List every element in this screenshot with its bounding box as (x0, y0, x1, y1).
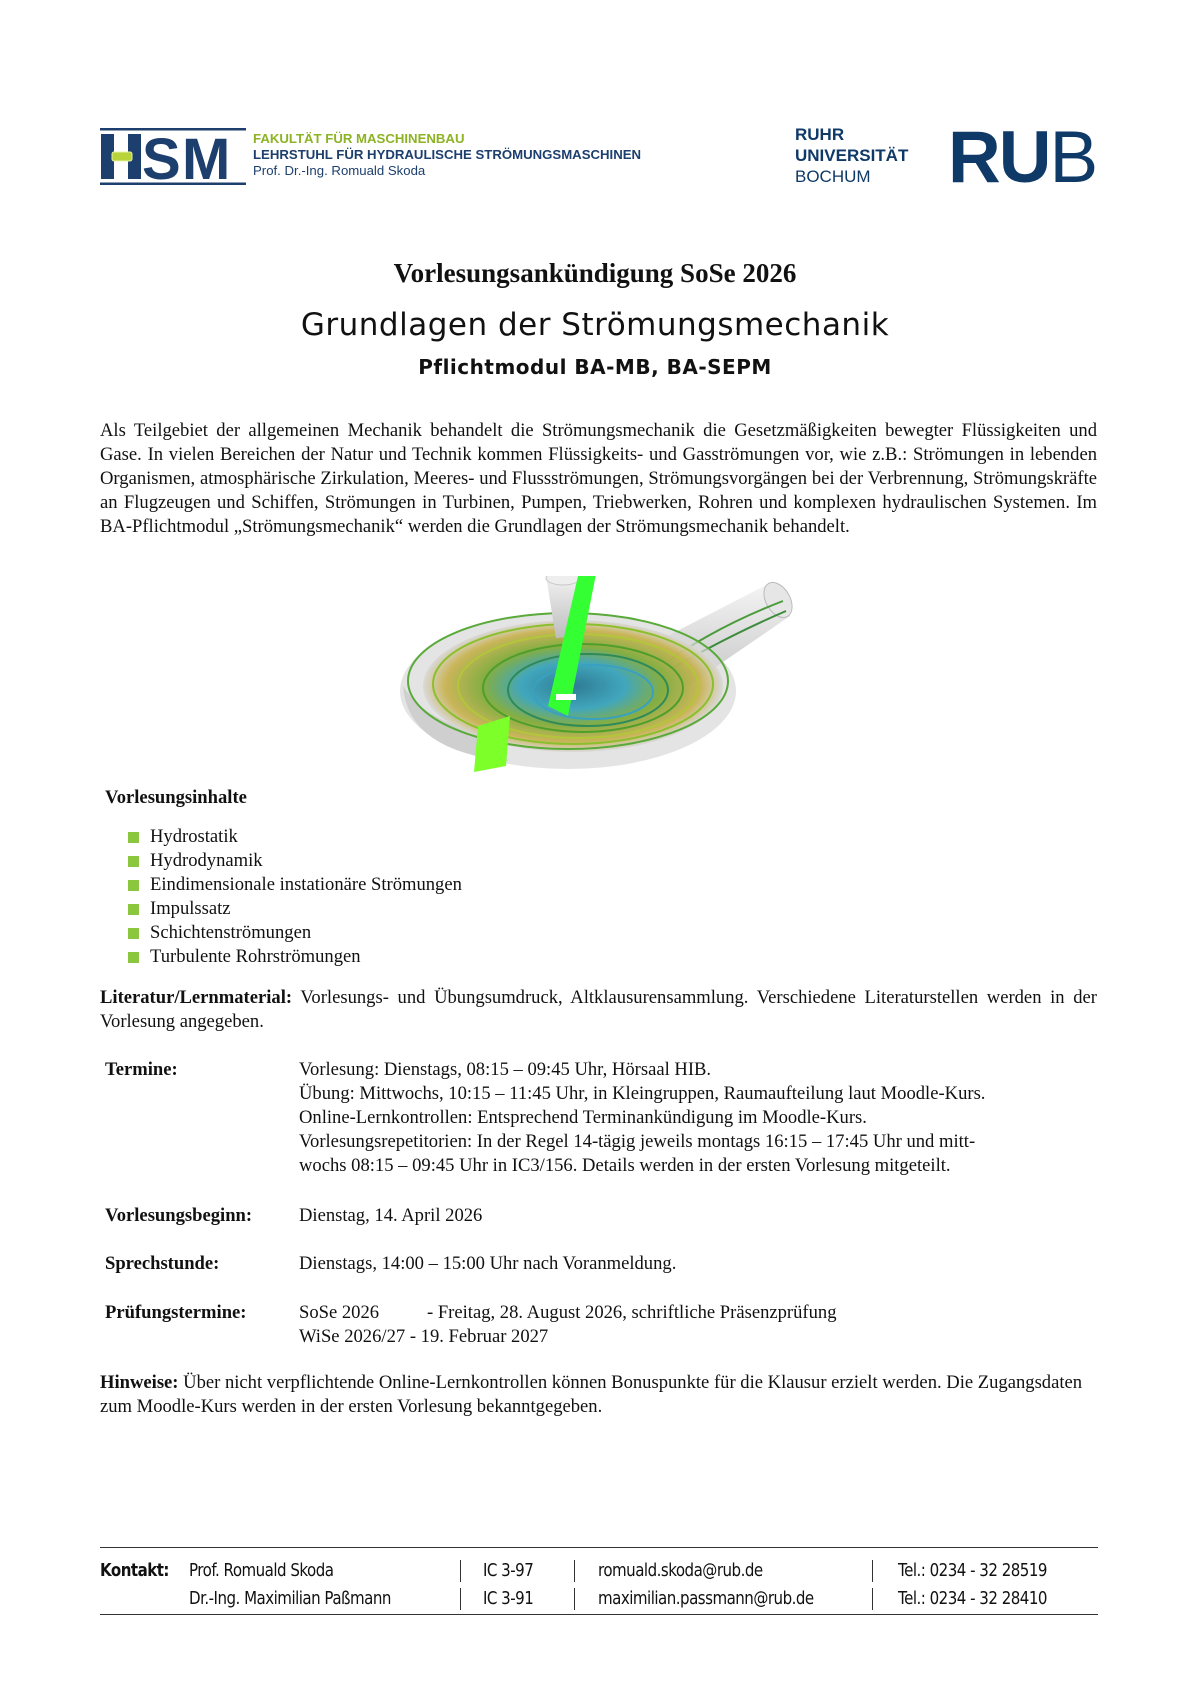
contents-list (128, 825, 462, 969)
beginn-label: Vorlesungsbeginn: (105, 1205, 253, 1226)
contact-room: IC 3-97 (483, 1561, 534, 1581)
hsm-department-text (253, 131, 641, 179)
footer-rule-top (100, 1547, 1098, 1548)
pruefung-label: Prüfungstermine: (105, 1302, 247, 1323)
list-item (128, 897, 462, 921)
university-line-3: BOCHUM (795, 167, 871, 186)
contact-name: Dr.-Ing. Maximilian Paßmann (189, 1589, 391, 1609)
pruefung-value (299, 1301, 1099, 1349)
exam-date: - 19. Februar 2027 (409, 1326, 549, 1347)
list-item-text: Hydrostatik (150, 826, 238, 847)
footer-rule-bottom (100, 1614, 1098, 1615)
separator (872, 1560, 873, 1582)
exam-term: WiSe 2026/27 (299, 1326, 406, 1347)
university-line-2: UNIVERSITÄT (795, 146, 909, 165)
list-item (128, 873, 462, 897)
list-item (128, 825, 462, 849)
hsm-logo (100, 128, 246, 185)
sprechstunde-label: Sprechstunde: (105, 1253, 220, 1274)
module-subtitle: Pflichtmodul BA-MB, BA-SEPM (418, 355, 772, 379)
square-bullet-icon (128, 880, 139, 891)
contact-email-link[interactable]: maximilian.passmann@rub.de (598, 1589, 814, 1609)
exam-date: - Freitag, 28. August 2026, schriftliche Präsenzprüfung (427, 1302, 837, 1323)
professor-name: Prof. Dr.-Ing. Romuald Skoda (253, 163, 426, 178)
cfd-figure (398, 576, 796, 776)
rub-logo-bold: RU (948, 117, 1050, 198)
separator (460, 1560, 461, 1582)
course-title: Grundlagen der Strömungsmechanik (300, 307, 890, 343)
square-bullet-icon (128, 832, 139, 843)
notes-label: Hinweise: (100, 1372, 179, 1393)
intro-paragraph: Als Teilgebiet der allgemeinen Mechanik behandelt die Strömungsmechanik die Gesetzmäßigkeiten bewegter Flüssigkeiten und Gase. In vielen Bereichen der Natur und Technik kommen Flüssigkeits- und Gasströmungen vor, wie z.B.: Strömungen in lebenden Organismen, atmosphärische Zirkulation, Meeres- und Flussströmungen, Strömungsvorgängen bei der Verbrennung, Strömungskräfte an Flugzeugen und Schiffen, Strömungen in Turbinen, Pumpen, Triebwerken, Rohren und komplexen hydraulischen Systemen. Im BA-Pflichtmodul „Strömungsmechanik“ werden die Grundlagen der Strömungsmechanik behandelt. (100, 420, 1097, 537)
rub-logo-thin: B (1049, 117, 1097, 198)
termin-line: Vorlesung: Dienstags, 08:15 – 09:45 Uhr, Hörsaal HIB. (299, 1059, 712, 1080)
contact-phone: Tel.: 0234 - 32 28410 (898, 1589, 1047, 1609)
termin-line: wochs 08:15 – 09:45 Uhr in IC3/156. Details werden in der ersten Vorlesung mitgeteilt. (299, 1155, 951, 1176)
separator (574, 1560, 575, 1582)
termin-line: Vorlesungsrepetitorien: In der Regel 14-tägig jeweils montags 16:15 – 17:45 Uhr und mitt- (299, 1131, 976, 1152)
list-item (128, 921, 462, 945)
chair-name: LEHRSTUHL FÜR HYDRAULISCHE STRÖMUNGSMASCHINEN (253, 147, 642, 162)
announcement-title: Vorlesungsankündigung SoSe 2026 (393, 258, 797, 288)
termine-value (299, 1058, 1099, 1178)
contact-label: Kontakt: (100, 1561, 169, 1581)
separator (460, 1588, 461, 1610)
university-name (795, 124, 908, 187)
contact-name: Prof. Romuald Skoda (189, 1561, 334, 1581)
list-item (128, 849, 462, 873)
termin-line: Übung: Mittwochs, 10:15 – 11:45 Uhr, in Kleingruppen, Raumaufteilung laut Moodle-Kurs. (299, 1083, 986, 1104)
exam-row (299, 1325, 1099, 1349)
notes-text: Über nicht verpflichtende Online-Lernkontrollen können Bonuspunkte für die Klausur erzielt werden. Die Zugangsdaten zum Moodle-Kurs werden in der ersten Vorlesung bekanntgegeben. (100, 1372, 1083, 1417)
square-bullet-icon (128, 928, 139, 939)
list-item-text: Turbulente Rohrströmungen (150, 946, 361, 967)
contact-room: IC 3-91 (483, 1589, 534, 1609)
contents-heading: Vorlesungsinhalte (105, 787, 247, 808)
termine-label: Termine: (105, 1059, 178, 1080)
rub-logo (948, 117, 1097, 198)
sprechstunde-value: Dienstags, 14:00 – 15:00 Uhr nach Voranmeldung. (299, 1253, 677, 1274)
svg-text:M: M (182, 128, 229, 185)
list-item (128, 945, 462, 969)
contact-phone: Tel.: 0234 - 32 28519 (898, 1561, 1047, 1581)
literature-text: Vorlesungs- und Übungsumdruck, Altklausurensammlung. Verschiedene Literaturstellen werden in der Vorlesung angegeben. (100, 987, 1097, 1032)
literature-paragraph (100, 986, 1097, 1034)
literature-label: Literatur/Lernmaterial: (100, 987, 293, 1008)
separator (574, 1588, 575, 1610)
list-item-text: Schichtenströmungen (150, 922, 312, 943)
university-line-1: RUHR (795, 125, 845, 144)
square-bullet-icon (128, 952, 139, 963)
exam-term: SoSe 2026 (299, 1302, 380, 1323)
list-item-text: Eindimensionale instationäre Strömungen (150, 874, 462, 895)
exam-row (299, 1301, 1099, 1325)
list-item-text: Hydrodynamik (150, 850, 263, 871)
contact-email-link[interactable]: romuald.skoda@rub.de (598, 1561, 763, 1581)
separator (872, 1588, 873, 1610)
list-item-text: Impulssatz (150, 898, 231, 919)
termin-line: Online-Lernkontrollen: Entsprechend Terminankündigung im Moodle-Kurs. (299, 1107, 867, 1128)
square-bullet-icon (128, 904, 139, 915)
square-bullet-icon (128, 856, 139, 867)
notes-paragraph (100, 1371, 1110, 1419)
svg-text:S: S (142, 128, 181, 185)
faculty-name: FAKULTÄT FÜR MASCHINENBAU (253, 131, 465, 146)
beginn-value: Dienstag, 14. April 2026 (299, 1205, 483, 1226)
